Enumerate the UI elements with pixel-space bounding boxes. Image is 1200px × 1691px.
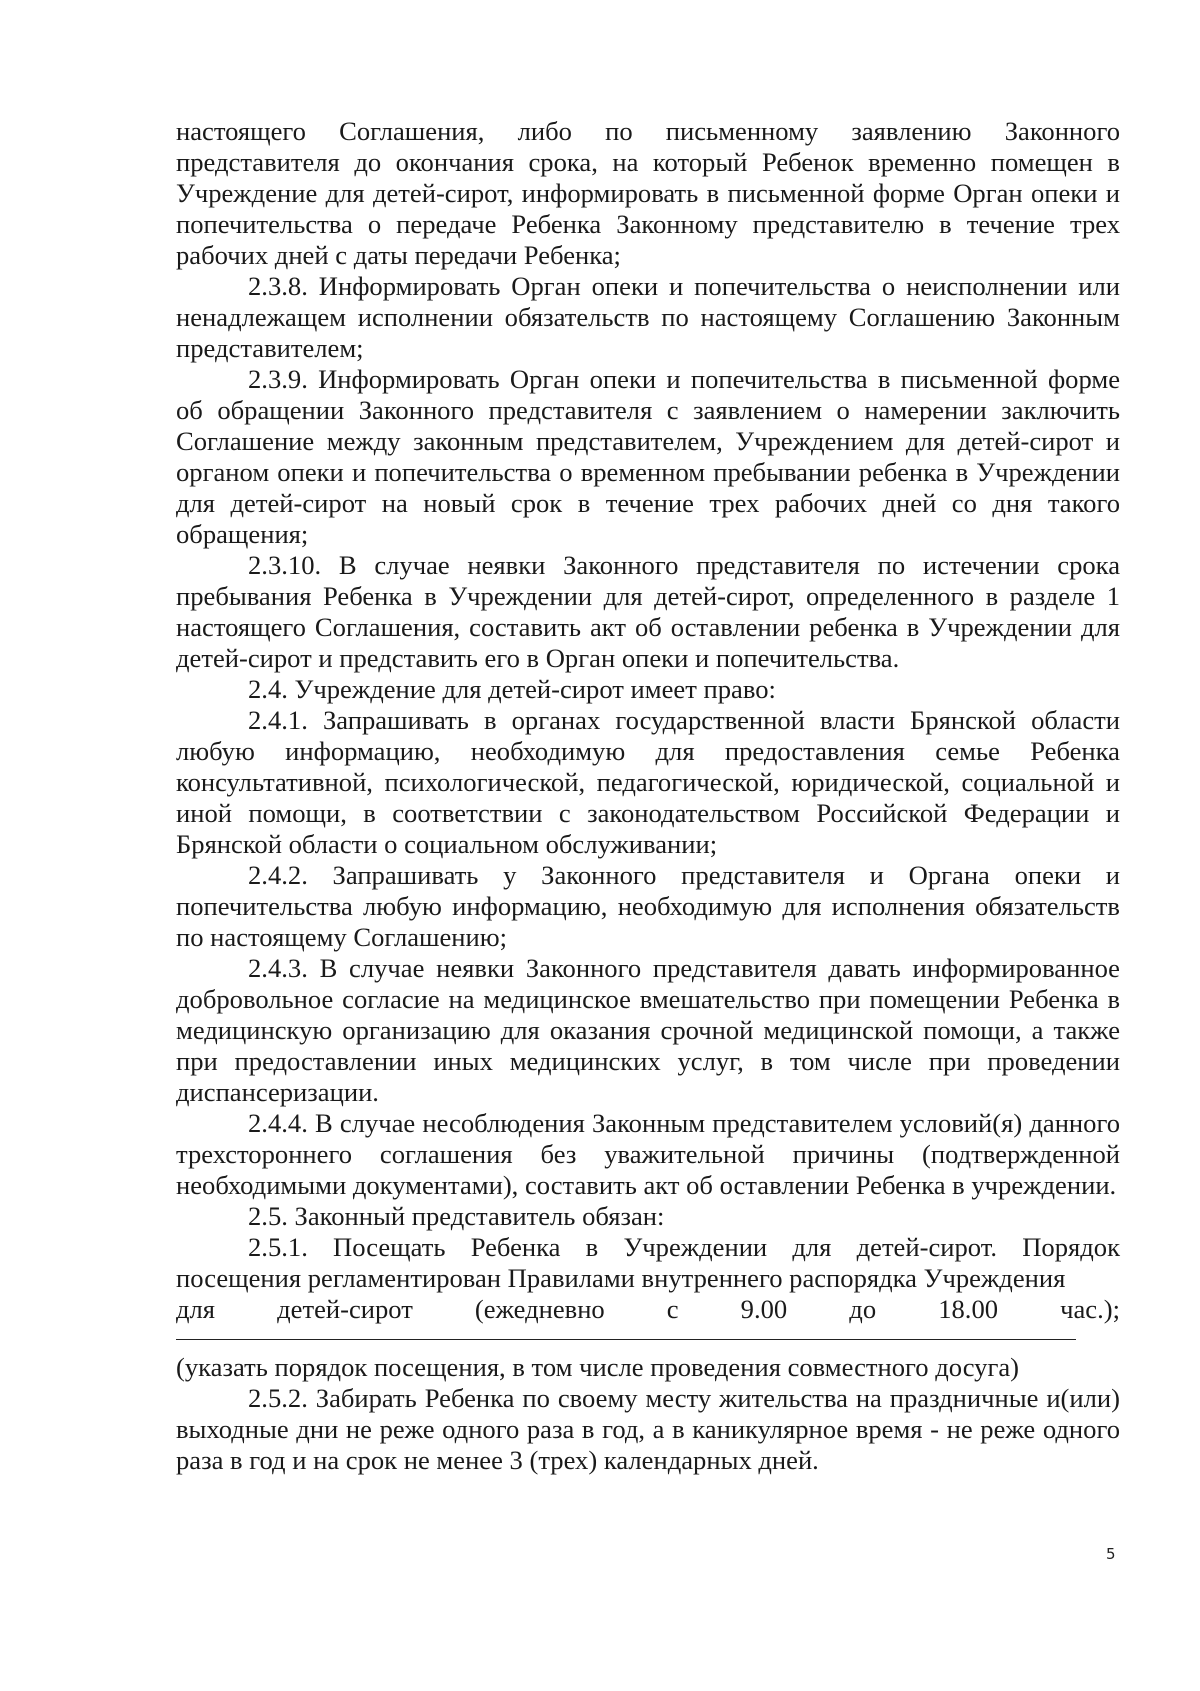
document-body — [176, 116, 1120, 1476]
paragraph-2-3-9: 2.3.9. Информировать Орган опеки и попечительства в письменной форме об обращении Законного представителя с заявлением о намерении заключить Соглашение между законным представителем, Учреждением для детей-сирот и органом опеки и попечительства о временном пребывании ребенка в Учреждении для детей-сирот на новый срок в течение трех рабочих дней со дня такого обращения; — [176, 364, 1120, 549]
paragraph-2-5-heading: 2.5. Законный представитель обязан: — [248, 1201, 665, 1231]
paragraph-2-3-8: 2.3.8. Информировать Орган опеки и попечительства о неисполнении или ненадлежащем исполнении обязательств по настоящему Соглашению Законным представителем; — [176, 271, 1120, 363]
paragraph-2-4-2: 2.4.2. Запрашивать у Законного представителя и Органа опеки и попечительства любую информацию, необходимую для исполнения обязательств по настоящему Соглашению; — [176, 860, 1120, 952]
visit-schedule-line: для детей-сирот (ежедневно с 9.00 до 18.00 час.); — [176, 1294, 1120, 1324]
paragraph-2-4-heading: 2.4. Учреждение для детей-сирот имеет право: — [248, 674, 776, 704]
page-number: 5 — [1106, 1545, 1116, 1563]
paragraph-2-5-1: 2.5.1. Посещать Ребенка в Учреждении для детей-сирот. Порядок посещения регламентирован Правилами внутреннего распорядка Учреждения — [176, 1232, 1120, 1293]
paragraph-continuation: настоящего Соглашения, либо по письменному заявлению Законного представителя до окончания срока, на который Ребенок временно помещен в Учреждение для детей-сирот, информировать в письменной форме Орган опеки и попечительства о передаче Ребенка Законному представителю в течение трех рабочих дней с даты передачи Ребенка; — [176, 116, 1120, 270]
paragraph-2-5-2: 2.5.2. Забирать Ребенка по своему месту жительства на праздничные и(или) выходные дни не реже одного раза в год, а в каникулярное время - не реже одного раза в год и на срок не менее 3 (трех) календарных дней. — [176, 1383, 1120, 1475]
paragraph-2-4-1: 2.4.1. Запрашивать в органах государственной власти Брянской области любую информацию, необходимую для предоставления семье Ребенка консультативной, психологической, педагогической, юридической, социальной и иной помощи, в соответствии с законодательством Российской Федерации и Брянской области о социальном обслуживании; — [176, 705, 1120, 859]
paragraph-2-4-3: 2.4.3. В случае неявки Законного представителя давать информированное добровольное согласие на медицинское вмешательство при помещении Ребенка в медицинскую организацию для оказания срочной медицинской помощи, а также при предоставлении иных медицинских услуг, в том числе при проведении диспансеризации. — [176, 953, 1120, 1107]
paragraph-2-3-10: 2.3.10. В случае неявки Законного представителя по истечении срока пребывания Ребенка в Учреждении для детей-сирот, определенного в разделе 1 настоящего Соглашения, составить акт об оставлении ребенка в Учреждении для детей-сирот и представить его в Орган опеки и попечительства. — [176, 550, 1120, 673]
fill-in-underline — [176, 1339, 1076, 1340]
field-caption: (указать порядок посещения, в том числе проведения совместного досуга) — [176, 1352, 1020, 1382]
paragraph-2-4-4: 2.4.4. В случае несоблюдения Законным представителем условий(я) данного трехстороннего соглашения без уважительной причины (подтвержденной необходимыми документами), составить акт об оставлении Ребенка в учреждении. — [176, 1108, 1120, 1200]
